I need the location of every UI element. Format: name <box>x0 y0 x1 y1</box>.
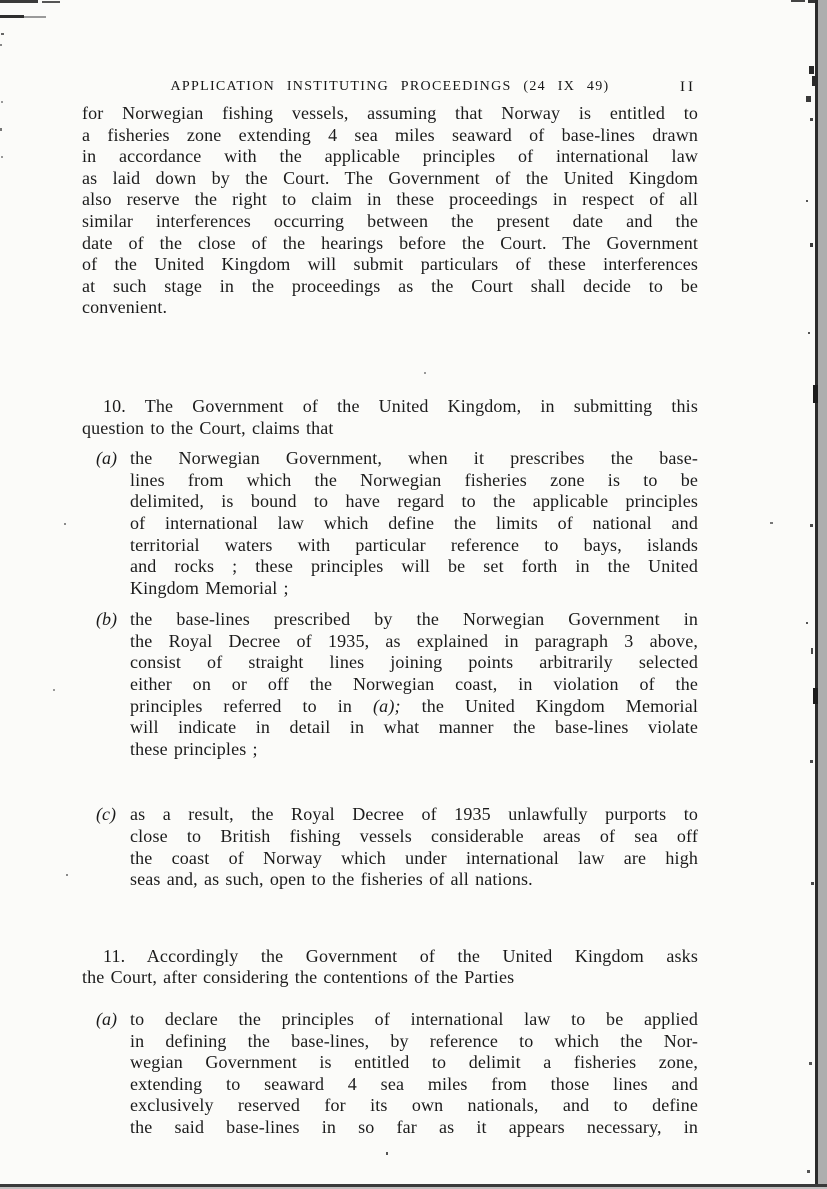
scan-artifact <box>807 1170 810 1173</box>
text-line: as a result, the Royal Decree of 1935 unlawfully purports to <box>130 804 698 825</box>
item-label: (a) <box>96 1009 117 1029</box>
text-line: the Court, after considering the contentions of the Parties <box>82 967 515 988</box>
list-item <box>82 1009 698 1139</box>
scan-artifact <box>1 156 3 158</box>
text-line: the said base-lines in so far as it appears necessary, in <box>130 1116 698 1137</box>
list-item <box>82 448 698 599</box>
scan-artifact <box>0 128 2 131</box>
text-line: exclusively reserved for its own nationals, and to define <box>130 1095 698 1116</box>
scan-artifact <box>810 524 813 527</box>
text-line: Kingdom Memorial ; <box>130 577 289 598</box>
text-line: question to the Court, claims that <box>82 417 334 438</box>
text-line: and rocks ; these principles will be set forth in the United <box>130 556 698 577</box>
text-line: in accordance with the applicable principles of international law <box>82 146 698 167</box>
text-line: for Norwegian fishing vessels, assuming that Norway is entitled to <box>82 103 698 123</box>
text-line: as laid down by the Court. The Government of the United Kingdom <box>82 167 698 188</box>
scan-artifact <box>0 15 24 18</box>
text-line: the Royal Decree of 1935, as explained in paragraph 3 above, <box>130 630 698 651</box>
scan-artifact <box>64 523 66 525</box>
text-line: convenient. <box>82 297 168 318</box>
scan-artifact <box>810 243 813 247</box>
text-line: in defining the base-lines, by reference to which the Nor- <box>130 1030 698 1051</box>
scan-artifact <box>1 101 3 103</box>
running-header-title: APPLICATION INSTITUTING PROCEEDINGS (24 IX 49) <box>170 79 610 94</box>
text-line: a fisheries zone extending 4 sea miles seaward of base-lines drawn <box>82 124 698 145</box>
page-edge-line <box>818 0 827 1189</box>
scan-artifact <box>386 1152 388 1155</box>
text-line: of the United Kingdom will submit particulars of these interferences <box>82 254 698 275</box>
text-line: delimited, is bound to have regard to the applicable principles <box>130 491 698 512</box>
scan-artifact <box>1 33 4 35</box>
text-line: seas and, as such, open to the fisheries of all nations. <box>130 869 533 890</box>
text-line: the base-lines prescribed by the Norwegian Government in <box>130 609 698 630</box>
scan-artifact <box>810 760 813 763</box>
page-edge-line <box>815 0 818 1189</box>
scan-artifact <box>53 689 55 691</box>
scan-artifact <box>809 66 814 74</box>
text-line: principles referred to in (a); the United Kingdom Memorial <box>130 695 698 716</box>
paragraph <box>82 103 698 319</box>
text-line: date of the close of the hearings before the Court. The Government <box>82 232 698 253</box>
text-line: will indicate in detail in what manner the base-lines violate <box>130 717 698 738</box>
paragraph <box>82 946 698 989</box>
scan-artifact <box>791 0 805 2</box>
text-line: either on or off the Norwegian coast, in violation of the <box>130 674 698 695</box>
scan-artifact <box>42 1 60 3</box>
text-line: lines from which the Norwegian fisheries zone is to be <box>130 469 698 490</box>
scan-artifact <box>811 648 813 654</box>
scan-artifact <box>66 874 68 876</box>
text-line: close to British fishing vessels considerable areas of sea off <box>130 826 698 847</box>
text-line: wegian Government is entitled to delimit a fisheries zone, <box>130 1052 698 1073</box>
item-label: (c) <box>96 804 116 825</box>
scan-artifact <box>810 118 813 121</box>
text-line: extending to seaward 4 sea miles from those lines and <box>130 1073 698 1094</box>
item-label: (b) <box>96 609 117 630</box>
text-line: the Norwegian Government, when it prescribes the base- <box>130 448 698 469</box>
scan-artifact <box>809 1062 812 1065</box>
text-line: to declare the principles of international law to be applied <box>130 1009 698 1029</box>
scan-artifact <box>811 882 814 885</box>
text-line: similar interferences occurring between the present date and the <box>82 210 698 231</box>
text-line: 11. Accordingly the Government of the United Kingdom asks <box>103 945 698 966</box>
text-line: 10. The Government of the United Kingdom, in submitting this <box>103 395 698 416</box>
scan-artifact <box>806 200 808 202</box>
scan-artifact <box>806 622 808 624</box>
scan-artifact <box>806 96 811 102</box>
text-line: territorial waters with particular reference to bays, islands <box>130 534 698 555</box>
text-line: the coast of Norway which under international law are high <box>130 847 698 868</box>
scan-artifact <box>24 16 46 18</box>
scan-artifact <box>808 332 810 334</box>
item-label: (a) <box>96 448 117 469</box>
text-line: consist of straight lines joining points arbitrarily selected <box>130 652 698 673</box>
scan-artifact <box>770 522 773 524</box>
scan-artifact <box>0 44 2 46</box>
scan-artifact <box>812 76 816 86</box>
list-item <box>82 804 698 890</box>
page-header <box>82 79 698 99</box>
scan-artifact <box>424 372 426 374</box>
list-item <box>82 609 698 760</box>
text-line: at such stage in the proceedings as the Court shall decide to be <box>82 275 698 296</box>
paragraphs <box>82 103 698 1139</box>
paragraph <box>82 396 698 439</box>
scan-artifact <box>813 385 818 403</box>
scan-artifact <box>813 688 818 704</box>
page-number: II <box>680 79 696 95</box>
text-line: of international law which define the limits of national and <box>130 512 698 533</box>
text-line: also reserve the right to claim in these proceedings in respect of all <box>82 189 698 210</box>
scan-artifact <box>0 0 38 3</box>
text-line: these principles ; <box>130 738 258 759</box>
